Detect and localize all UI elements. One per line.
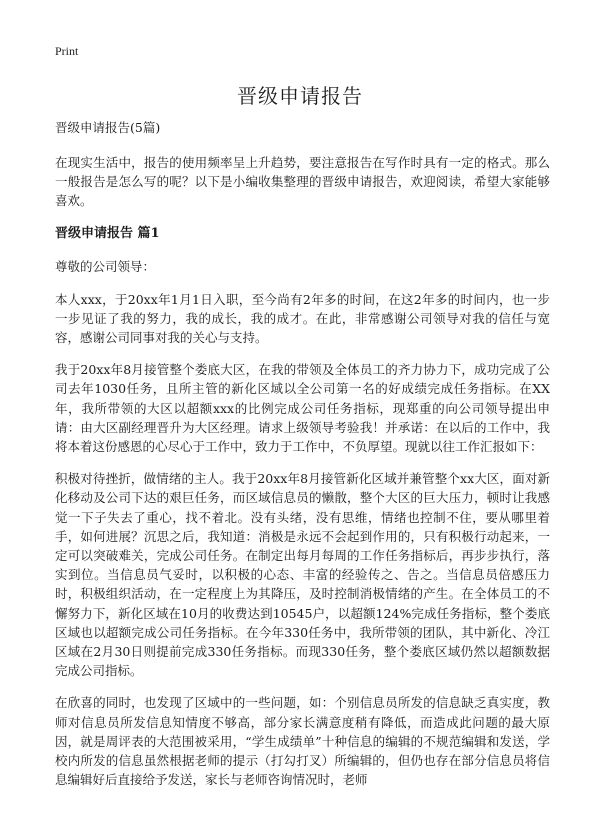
body-paragraph-2: 我于20xx年8月接管整个娄底大区，在我的带领及全体员工的齐力协力下，成功完成了公司去年1030任务，且所主管的新化区域以全公司第一名的好成绩完成任务指标。在XX年，我所带领的大区以超额xxx的比例完成公司任务指标，现郑重的向公司领导提出申请：由大区副经理晋升为大区经理。请求上级领导考验我！并承诺：在以后的工作中，我将本着这份感恩的心尽心于工作中，致力于工作中，不负厚望。现就以往工作汇报如下： <box>55 362 550 455</box>
body-paragraph-1: 本人xxx，于20xx年1月1日入职，至今尚有2年多的时间，在这2年多的时间内，也一步一步见证了我的努力，我的成长，我的成才。在此，非常感谢公司领导对我的信任与宽容，感谢公司同事对我的关心与支持。 <box>55 291 550 346</box>
section-heading: 晋级申请报告 篇1 <box>55 225 160 241</box>
intro-paragraph: 在现实生活中，报告的使用频率呈上升趋势，要注意报告在写作时具有一定的格式。那么一般报告是怎么写的呢？以下是小编收集整理的晋级申请报告，欢迎阅读，希望大家能够喜欢。 <box>55 155 550 209</box>
body-paragraph-3: 积极对待挫折，做情绪的主人。我于20xx年8月接管新化区域并兼管整个xx大区，面对新化移动及公司下达的艰巨任务，而区域信息员的懒散，整个大区的巨大压力，顿时让我感觉一下子失去了重心，找不着北。没有头绪，没有思维，情绪也控制不住，要从哪里着手，如何进展？沉思之后，我知道：消极是永远不会起到作用的，只有积极行动起来，一定可以突破难关，完成公司任务。在制定出每月每周的工作任务指标后，再步步执行，落实到位。当信息员气妥时，以积极的心态、丰富的经验传之、告之。当信息员倍感压力时，积极组织活动，在一定程度上为其降压，及时控制消极情绪的产生。在全体员工的不懈努力下，新化区域在10月的收费达到10545户，以超额124%完成任务指标，整个娄底区域也以超额完成公司任务指标。在今年330任务中，我所带领的团队，其中新化、冷江区域在2月30日则提前完成330任务指标。而现330任务，整个娄底区域仍然以超额数据完成公司指标。 <box>55 471 550 679</box>
body-paragraph-4: 在欣喜的同时，也发现了区域中的一些问题，如：个别信息员所发的信息缺乏真实度，教师对信息员所发信息知情度不够高，部分家长满意度稍有降低，而造成此问题的最大原因，就是周评表的大范围被采用，“学生成绩单”十种信息的编辑的不规范编辑和发送，学校内所发的信息虽然根据老师的提示（打勾打叉）所编辑的，但仍也存在部分信息员将信息编辑好后直接给予发送，家长与老师咨询情况时，老师 <box>55 695 550 788</box>
document-body <box>55 118 550 802</box>
print-link[interactable]: Print <box>55 44 79 58</box>
document-title: 晋级申请报告 <box>237 84 363 108</box>
document-subtitle: 晋级申请报告(5篇) <box>55 120 161 135</box>
letter-greeting: 尊敬的公司领导： <box>55 258 156 274</box>
